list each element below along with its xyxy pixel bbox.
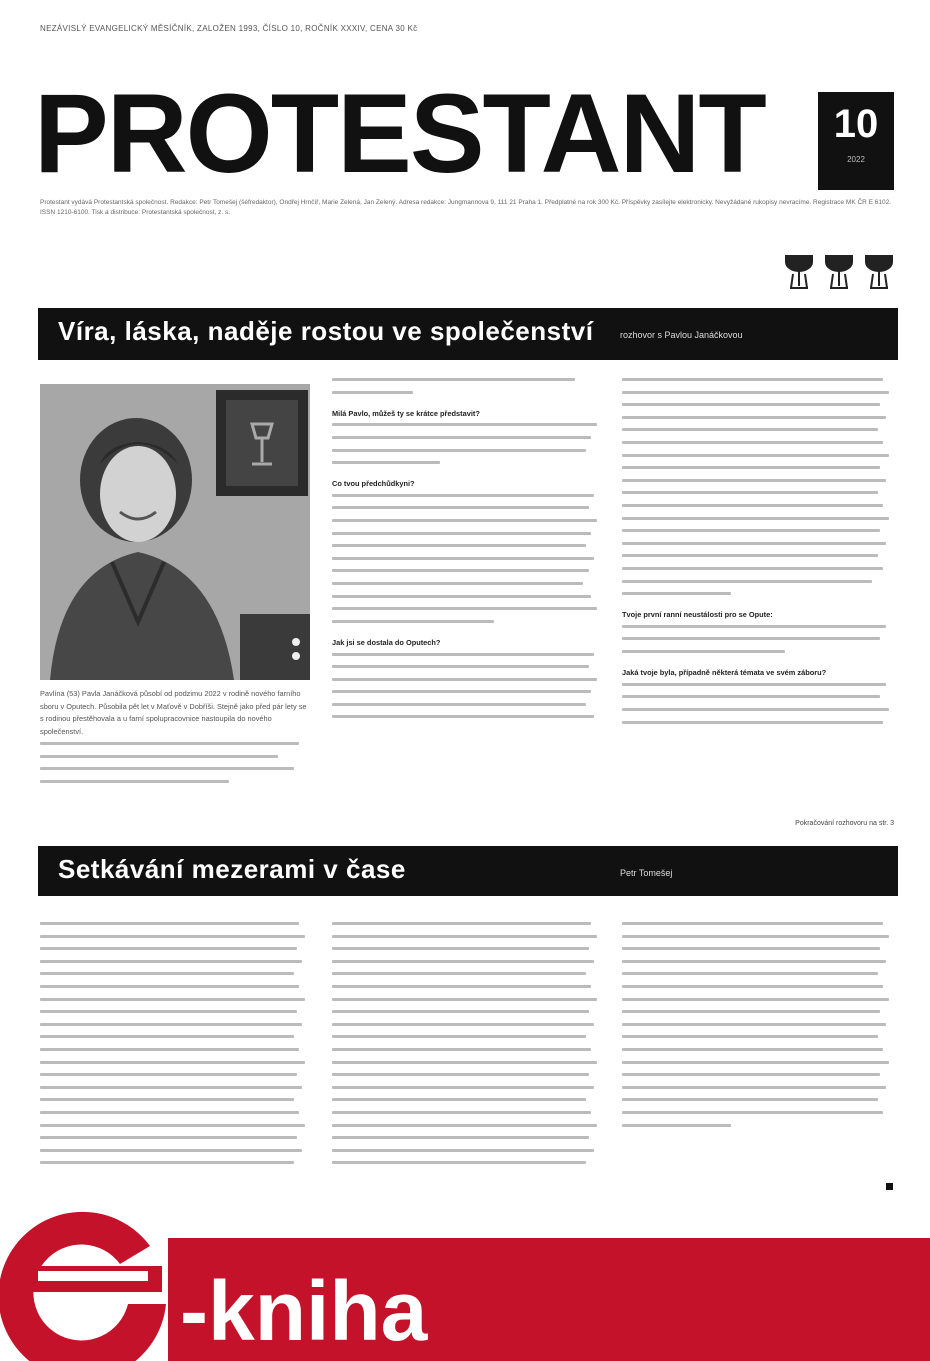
article1-question-2: Co tvou předchůdkyni? (332, 479, 415, 489)
masthead-title: PROTESTANT (34, 71, 765, 196)
article1-col1 (40, 688, 310, 792)
article1-intro: Pavlína (53) Pavla Janáčková působí od podzimu 2022 v rodině nového farního sboru v Oputech. Působila pět let v Maťově v Dobříši. Stejně jako před pár lety se s rodinou přestěhovala a u farní spolupracovnice nastoupila do nového společenství. (40, 689, 307, 737)
article1-question-5: Jaká tvoje byla, případně některá témata ve svém záboru? (622, 668, 827, 678)
masthead-imprint: Protestant vydává Protestantská společnost. Redakce: Petr Tomešej (šéfredaktor), Ondřej Hrnčíř, Marie Zelená, Jan Zelený. Adresa redakce: Jungmannova 9, 111 21 Praha 1. Předplatné na rok 300 Kč. Příspěvky zasílejte elektronicky. Nevyžádané rukopisy nevracíme. Registrace MK ČR E 6102. ISSN 1210-6100. Tisk a distribuce: Protestantská společnost, z. s. (40, 199, 892, 217)
issue-badge (818, 92, 894, 190)
article1-question-1: Milá Pavlo, můžeš ty se krátce představit? (332, 408, 480, 418)
portrait-image (40, 384, 310, 680)
ebook-brand-text: -kniha (180, 1264, 428, 1358)
article1-col3 (622, 378, 894, 733)
article2-col2 (332, 922, 602, 1174)
tagline: NEZÁVISLÝ EVANGELICKÝ MĚSÍČNÍK, ZALOŽEN 1993, ČÍSLO 10, ROČNÍK XXXIV, CENA 30 Kč (40, 24, 418, 33)
article1-question-3: Jak jsi se dostala do Oputech? (332, 637, 441, 647)
article1-title: Víra, láska, naděje rostou ve společenství (58, 316, 594, 346)
continued-note: Pokračování rozhovoru na str. 3 (795, 820, 894, 827)
interview-photo (40, 384, 310, 680)
ebook-banner (0, 1180, 930, 1361)
article2-title: Setkávání mezerami v čase (58, 854, 406, 884)
chalice-icon (826, 256, 852, 288)
article2-header-bar (38, 846, 898, 896)
chalice-icon (866, 256, 892, 288)
article2-col1 (40, 922, 310, 1174)
article1-question-4: Tvoje první ranní neustálosti pro se Opute: (622, 610, 773, 620)
article1-header-bar (38, 308, 898, 360)
issue-number: 10 (833, 102, 879, 146)
article2-byline: Petr Tomešej (620, 868, 673, 878)
article2-col3 (622, 922, 894, 1136)
issue-year: 2022 (847, 155, 865, 164)
chalice-icons (782, 244, 898, 300)
article1-col2 (332, 378, 602, 728)
chalice-icon (786, 256, 812, 288)
article1-byline: rozhovor s Pavlou Janáčkovou (620, 330, 743, 340)
